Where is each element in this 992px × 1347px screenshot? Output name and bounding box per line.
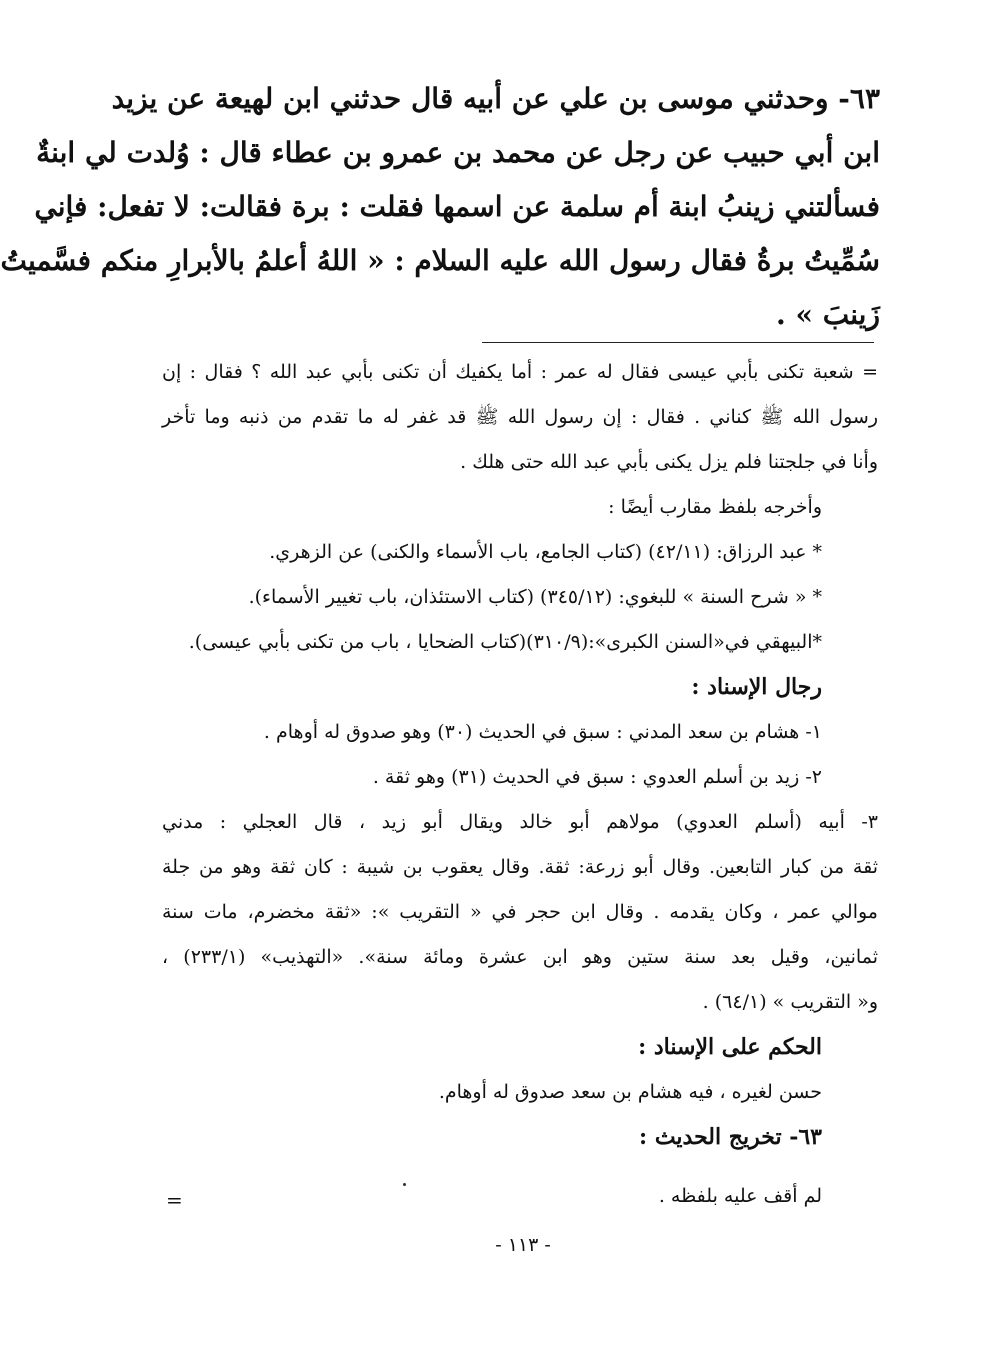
footnotes [162,350,878,1219]
source-item: * عبد الرزاق: (٤٢/١١) (كتاب الجامع، باب الأسماء والكنى) عن الزهري. [269,541,822,563]
note-line: وأنا في جلجتنا فلم يزل يكنى بأبي عبد الله حتى هلك . [460,451,878,473]
page-number: - ١١٣ - [495,1234,551,1256]
note-line: رسول الله ﷺ كناني . فقال : إن رسول الله ﷺ قد غفر له ما تقدم من ذنبه وما تأخر [162,406,878,428]
hadith-line: ٦٣- وحدثني موسى بن علي عن أبيه قال حدثني ابن لهيعة عن يزيد [111,82,880,115]
takhrij-text: لم أقف عليه بلفظه . [658,1185,822,1207]
narrator-item: ٢- زيد بن أسلم العدوي : سبق في الحديث (٣١) وهو ثقة . [372,766,822,788]
scan-speck [403,1183,406,1186]
hadith-line: فسألتني زينبُ ابنة أم سلمة عن اسمها فقلت : برة فقالت: لا تفعل: فإني [34,190,880,223]
hukm-text: حسن لغيره ، فيه هشام بن سعد صدوق له أوهام. [438,1081,822,1103]
narrator-item-line: ثمانين، وقيل بعد سنة ستين وهو ابن عشرة ومائة سنة». «التهذيب» (٢٣٣/١) ، [162,946,878,968]
narrator-item: ٣- أبيه (أسلم العدوي) مولاهم أبو خالد ويقال أبو زيد ، قال العجلي : مدني [162,811,878,833]
hukm-heading: الحكم على الإسناد : [638,1034,822,1060]
footnote-separator [482,342,874,343]
takhrij-heading: ٦٣- تخريج الحديث : [639,1124,822,1150]
source-item: *البيهقي في«السنن الكبرى»:(٣١٠/٩)(كتاب الضحايا ، باب من تكنى بأبي عيسى). [188,631,822,653]
narrator-item: ١- هشام بن سعد المدني : سبق في الحديث (٣٠) وهو صدوق له أوهام . [263,721,822,743]
hadith-line: زَينبَ » . [775,298,880,331]
note-line: = شعبة تكنى بأبي عيسى فقال له عمر : أما يكفيك أن تكنى بأبي عبد الله ؟ فقال : إن [162,361,878,383]
hadith-line: سُمِّيتُ برةُ فقال رسول الله عليه السلام : « اللهُ أعلمُ بالأبرارِ منكم فسَّميتُ [0,244,880,277]
rijal-heading: رجال الإسناد : [691,674,822,700]
note-line: وأخرجه بلفظ مقارب أيضًا : [608,496,822,518]
continuation-mark: = [166,1188,183,1212]
narrator-item-line: و« التقريب » (٦٤/١) . [702,991,878,1013]
narrator-item-line: ثقة من كبار التابعين. وقال أبو زرعة: ثقة. وقال يعقوب بن شيبة : كان ثقة وهو من جلة [162,856,878,878]
hadith-text [0,72,880,342]
hadith-line: ابن أبي حبيب عن رجل عن محمد بن عمرو بن عطاء قال : وُلدت لي ابنةٌ [36,136,880,169]
narrator-item-line: موالي عمر ، وكان يقدمه . وقال ابن حجر في « التقريب »: «ثقة مخضرم، مات سنة [162,901,878,923]
source-item: * « شرح السنة » للبغوي: (٣٤٥/١٢) (كتاب الاستئذان، باب تغيير الأسماء). [248,586,822,608]
